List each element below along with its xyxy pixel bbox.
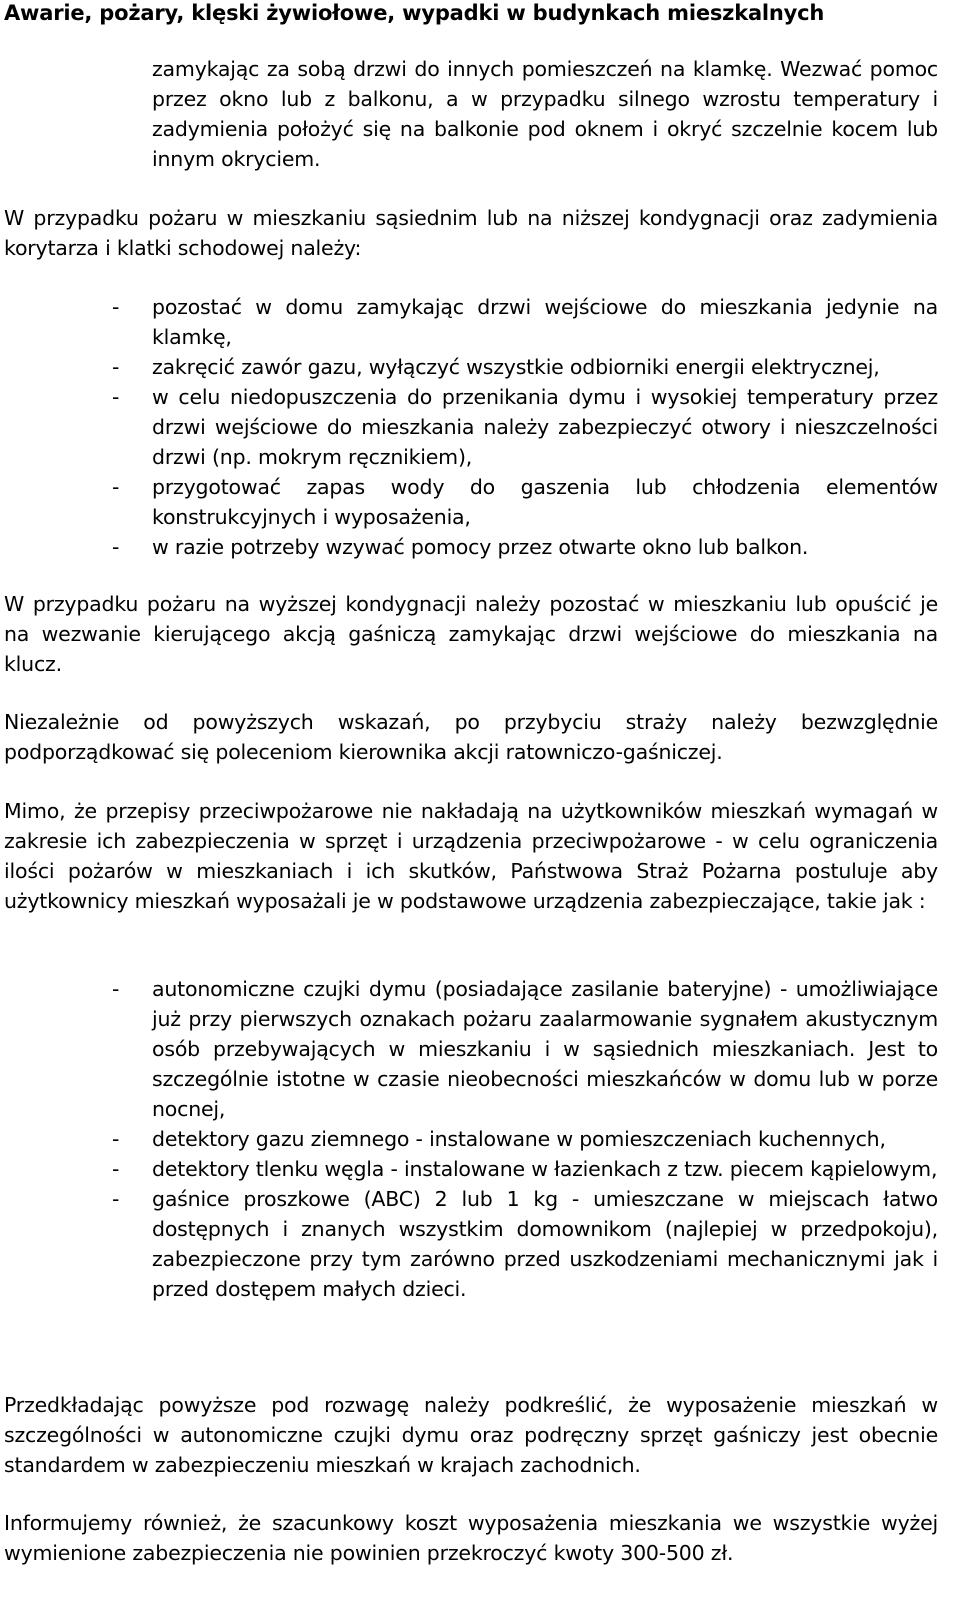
list-item-text: detektory tlenku węgla - instalowane w łazienkach z tzw. piecem kąpielowym, [152, 1157, 938, 1181]
list-dash: - [112, 295, 120, 319]
list-item [0, 292, 940, 352]
list-dash: - [112, 1127, 120, 1151]
list-item-text: gaśnice proszkowe (ABC) 2 lub 1 kg - umieszczane w miejscach łatwo dostępnych i znanych wszystkim domownikom (najlepiej w przedpokoju), zabezpieczone przy tym zarówno przed uszkodzeniami mechanicznymi jak i przed dostępem małych dzieci. [152, 1187, 938, 1301]
list-item [0, 974, 940, 1124]
list-item-text: autonomiczne czujki dymu (posiadające zasilanie bateryjne) - umożliwiające już przy pierwszych oznakach pożaru zaalarmowanie sygnałem akustycznym osób przebywających w mieszkaniu i w sąsiednich mieszkaniach. Jest to szczególnie istotne w czasie nieobecności mieszkańców w domu lub w porze nocnej, [152, 977, 938, 1121]
neighbor-fire-intro: W przypadku pożaru w mieszkaniu sąsiednim lub na niższej kondygnacji oraz zadymienia korytarza i klatki schodowej należy: [4, 206, 938, 260]
list-item-text: w razie potrzeby wzywać pomocy przez otwarte okno lub balkon. [152, 535, 809, 559]
list-item [0, 1124, 940, 1154]
fire-brigade-paragraph: Niezależnie od powyższych wskazań, po przybyciu straży należy bezwzględnie podporządkować się poleceniom kierownika akcji ratowniczo-gaśniczej. [4, 710, 938, 764]
list-dash: - [112, 1157, 120, 1181]
list-dash: - [112, 385, 120, 409]
western-standard-paragraph: Przedkładając powyższe pod rozwagę należy podkreślić, że wyposażenie mieszkań w szczególności w autonomiczne czujki dymu oraz podręczny sprzęt gaśniczy jest obecnie standardem w zabezpieczeniu mieszkań w krajach zachodnich. [4, 1393, 938, 1477]
neighbor-fire-list [0, 292, 940, 562]
higher-floor-paragraph: W przypadku pożaru na wyższej kondygnacji należy pozostać w mieszkaniu lub opuścić je na wezwanie kierującego akcją gaśniczą zamykając drzwi wejściowe do mieszkania na klucz. [4, 592, 938, 676]
list-item [0, 1184, 940, 1304]
devices-list [0, 974, 940, 1304]
list-dash: - [112, 475, 120, 499]
recommendation-paragraph: Mimo, że przepisy przeciwpożarowe nie nakładają na użytkowników mieszkań wymagań w zakresie ich zabezpieczenia w sprzęt i urządzenia przeciwpożarowe - w celu ograniczenia ilości pożarów w mieszkaniach i ich skutków, Państwowa Straż Pożarna postuluje aby użytkownicy mieszkań wyposażali je w podstawowe urządzenia zabezpieczające, takie jak : [4, 799, 938, 913]
list-item-text: w celu niedopuszczenia do przenikania dymu i wysokiej temperatury przez drzwi wejściowe do mieszkania należy zabezpieczyć otwory i nieszczelności drzwi (np. mokrym ręcznikiem), [152, 385, 938, 469]
list-dash: - [112, 535, 120, 559]
continuation-paragraph: zamykając za sobą drzwi do innych pomieszczeń na klamkę. Wezwać pomoc przez okno lub z balkonu, a w przypadku silnego wzrostu temperatury i zadymienia położyć się na balkonie pod oknem i okryć szczelnie kocem lub innym okryciem. [152, 57, 938, 171]
list-item [0, 382, 940, 472]
list-item [0, 352, 940, 382]
list-dash: - [112, 1187, 120, 1211]
list-item-text: zakręcić zawór gazu, wyłączyć wszystkie odbiorniki energii elektrycznej, [152, 355, 880, 379]
list-dash: - [112, 355, 120, 379]
cost-paragraph: Informujemy również, że szacunkowy koszt wyposażenia mieszkania we wszystkie wyżej wymienione zabezpieczenia nie powinien przekroczyć kwoty 300-500 zł. [4, 1511, 938, 1565]
list-item [0, 472, 940, 532]
list-item-text: detektory gazu ziemnego - instalowane w pomieszczeniach kuchennych, [152, 1127, 886, 1151]
list-item [0, 532, 940, 562]
page-title: Awarie, pożary, klęski żywiołowe, wypadki w budynkach mieszkalnych [4, 1, 825, 25]
list-item [0, 1154, 940, 1184]
list-item-text: pozostać w domu zamykając drzwi wejściowe do mieszkania jedynie na klamkę, [152, 295, 938, 349]
list-dash: - [112, 977, 120, 1001]
list-item-text: przygotować zapas wody do gaszenia lub chłodzenia elementów konstrukcyjnych i wyposażenia, [152, 475, 938, 529]
